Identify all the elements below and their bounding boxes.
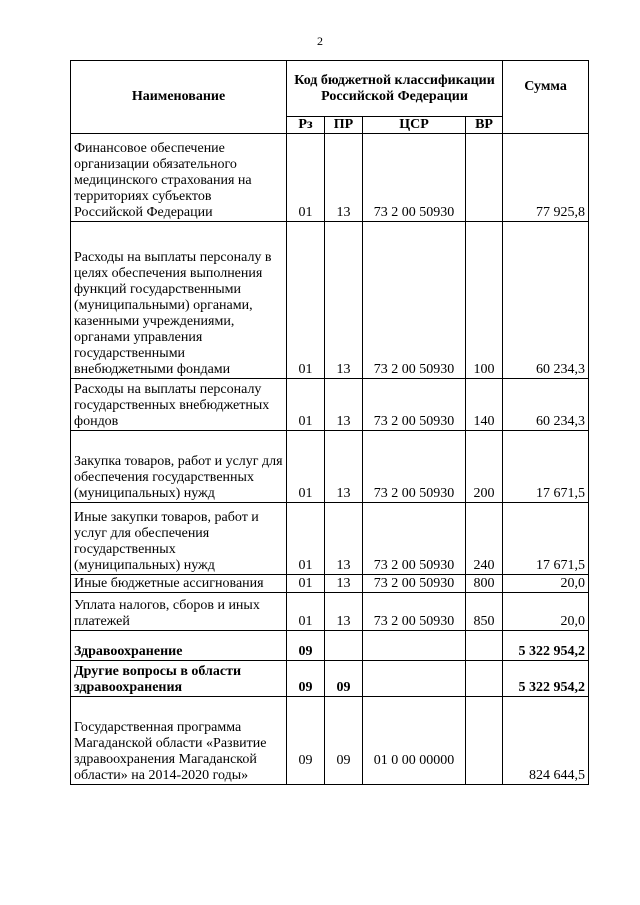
row-csr — [363, 661, 466, 697]
row-name: Здравоохранение — [71, 631, 287, 661]
row-pr: 13 — [325, 222, 363, 379]
row-name: Уплата налогов, сборов и иных платежей — [71, 593, 287, 631]
row-csr: 73 2 00 50930 — [363, 379, 466, 431]
row-rz: 01 — [287, 379, 325, 431]
row-name: Государственная программа Магаданской области «Развитие здравоохранения Магаданской области» на 2014-2020 годы» — [71, 697, 287, 785]
header-pr: ПР — [325, 117, 363, 134]
row-vr — [466, 661, 503, 697]
row-name: Другие вопросы в области здравоохранения — [71, 661, 287, 697]
budget-table — [70, 60, 589, 785]
row-sum: 20,0 — [503, 593, 589, 631]
table-row — [71, 631, 589, 661]
header-code-group: Код бюджетной классификации Российской Федерации — [287, 61, 503, 117]
row-rz: 01 — [287, 134, 325, 222]
table-row — [71, 503, 589, 575]
row-rz: 01 — [287, 222, 325, 379]
row-pr: 13 — [325, 593, 363, 631]
row-rz: 01 — [287, 575, 325, 593]
row-rz: 09 — [287, 631, 325, 661]
row-pr: 09 — [325, 697, 363, 785]
row-vr — [466, 697, 503, 785]
row-sum: 824 644,5 — [503, 697, 589, 785]
table-row — [71, 575, 589, 593]
row-rz: 09 — [287, 661, 325, 697]
page-number: 2 — [317, 34, 323, 48]
row-rz: 09 — [287, 697, 325, 785]
row-csr: 73 2 00 50930 — [363, 431, 466, 503]
row-name: Расходы на выплаты персоналу государственных внебюджетных фондов — [71, 379, 287, 431]
row-sum: 77 925,8 — [503, 134, 589, 222]
table-row — [71, 222, 589, 379]
row-csr: 01 0 00 00000 — [363, 697, 466, 785]
row-pr: 13 — [325, 503, 363, 575]
header-csr: ЦСР — [363, 117, 466, 134]
row-vr: 800 — [466, 575, 503, 593]
row-vr: 240 — [466, 503, 503, 575]
row-pr: 13 — [325, 575, 363, 593]
row-rz: 01 — [287, 503, 325, 575]
row-pr — [325, 631, 363, 661]
header-vr: ВР — [466, 117, 503, 134]
row-name: Закупка товаров, работ и услуг для обеспечения государственных (муниципальных) нужд — [71, 431, 287, 503]
row-csr: 73 2 00 50930 — [363, 222, 466, 379]
header-sum: Сумма — [503, 61, 589, 134]
table-row — [71, 593, 589, 631]
row-sum: 60 234,3 — [503, 222, 589, 379]
row-csr — [363, 631, 466, 661]
row-csr: 73 2 00 50930 — [363, 134, 466, 222]
row-pr: 13 — [325, 431, 363, 503]
row-sum: 5 322 954,2 — [503, 661, 589, 697]
table-row — [71, 431, 589, 503]
row-vr — [466, 631, 503, 661]
table-row — [71, 661, 589, 697]
row-vr: 140 — [466, 379, 503, 431]
row-vr: 200 — [466, 431, 503, 503]
row-pr: 09 — [325, 661, 363, 697]
row-rz: 01 — [287, 593, 325, 631]
row-name: Финансовое обеспечение организации обязательного медицинского страхования на территориях субъектов Российской Федерации — [71, 134, 287, 222]
row-name: Расходы на выплаты персоналу в целях обеспечения выполнения функций государственными (муниципальными) органами, казенными учреждениями, органами управления государственными внебюджетными фондами — [71, 222, 287, 379]
table-row — [71, 134, 589, 222]
row-pr: 13 — [325, 134, 363, 222]
row-csr: 73 2 00 50930 — [363, 575, 466, 593]
row-pr: 13 — [325, 379, 363, 431]
row-sum: 5 322 954,2 — [503, 631, 589, 661]
row-csr: 73 2 00 50930 — [363, 503, 466, 575]
row-sum: 60 234,3 — [503, 379, 589, 431]
row-name: Иные бюджетные ассигнования — [71, 575, 287, 593]
row-vr — [466, 134, 503, 222]
table-row — [71, 379, 589, 431]
row-rz: 01 — [287, 431, 325, 503]
row-csr: 73 2 00 50930 — [363, 593, 466, 631]
row-name: Иные закупки товаров, работ и услуг для обеспечения государственных (муниципальных) нужд — [71, 503, 287, 575]
row-sum: 20,0 — [503, 575, 589, 593]
table-row — [71, 697, 589, 785]
row-sum: 17 671,5 — [503, 503, 589, 575]
row-vr: 100 — [466, 222, 503, 379]
header-rz: Рз — [287, 117, 325, 134]
row-vr: 850 — [466, 593, 503, 631]
row-sum: 17 671,5 — [503, 431, 589, 503]
header-name: Наименование — [71, 61, 287, 134]
